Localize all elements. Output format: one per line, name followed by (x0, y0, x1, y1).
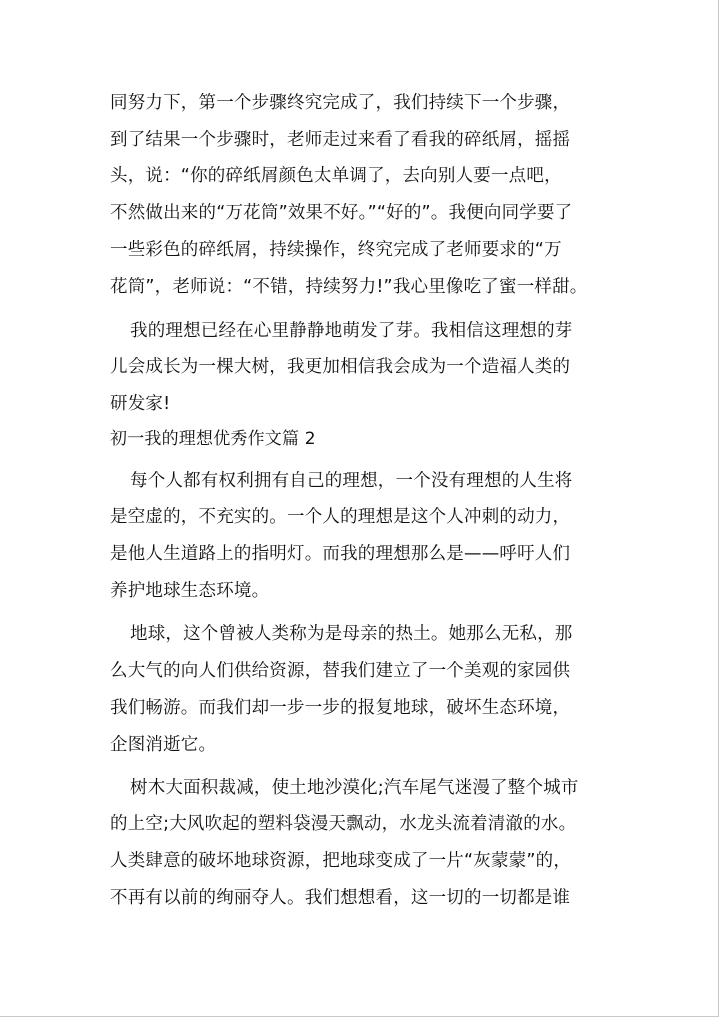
text-line: 的上空;大风吹起的塑料袋漫天飘动，水龙头流着清澈的水。 (110, 814, 577, 834)
text-line: 研发家! (110, 394, 171, 414)
text-line: 树木大面积裁减，使土地沙漠化;汽车尾气迷漫了整个城市 (130, 778, 579, 798)
text-line: 同努力下，第一个步骤终究完成了，我们持续下一个步骤， (110, 93, 571, 113)
section-heading: 初一我的理想优秀作文篇 2 (110, 429, 316, 449)
text-line: 不再有以前的绚丽夺人。我们想想看，这一切的一切都是谁 (110, 888, 571, 908)
text-line: 到了结果一个步骤时，老师走过来看了看我的碎纸屑，摇摇 (110, 130, 571, 150)
text-line: 每个人都有权利拥有自己的理想，一个没有理想的人生将 (130, 471, 573, 491)
text-line: 我们畅游。而我们却一步一步的报复地球，破坏生态环境， (110, 698, 571, 718)
text-line: 我的理想已经在心里静静地萌发了芽。我相信这理想的芽 (130, 321, 573, 341)
text-line: 儿会成长为一棵大树，我更加相信我会成为一个造福人类的 (110, 357, 571, 377)
text-line: 是他人生道路上的指明灯。而我的理想那么是——呼吁人们 (110, 544, 571, 564)
text-line: 是空虚的，不充实的。一个人的理想是这个人冲刺的动力， (110, 507, 571, 527)
text-line: 地球，这个曾被人类称为是母亲的热土。她那么无私，那 (130, 624, 573, 644)
text-line: 人类肆意的破坏地球资源，把地球变成了一片“灰蒙蒙”的， (110, 851, 572, 871)
text-line: 企图消逝它。 (110, 735, 217, 755)
text-line: 一些彩色的碎纸屑，持续操作，终究完成了老师要求的“万 (110, 240, 562, 260)
text-line: 养护地球生态环境。 (110, 581, 270, 601)
text-line: 花筒”，老师说：“不错，持续努力!”我心里像吃了蜜一样甜。 (110, 277, 588, 297)
text-line: 么大气的向人们供给资源，替我们建立了一个美观的家园供 (110, 661, 571, 681)
text-line: 不然做出来的“万花筒”效果不好。”“好的”。我便向同学要了 (110, 203, 573, 223)
text-line: 头，说：“你的碎纸屑颜色太单调了，去向别人要一点吧， (110, 166, 562, 186)
